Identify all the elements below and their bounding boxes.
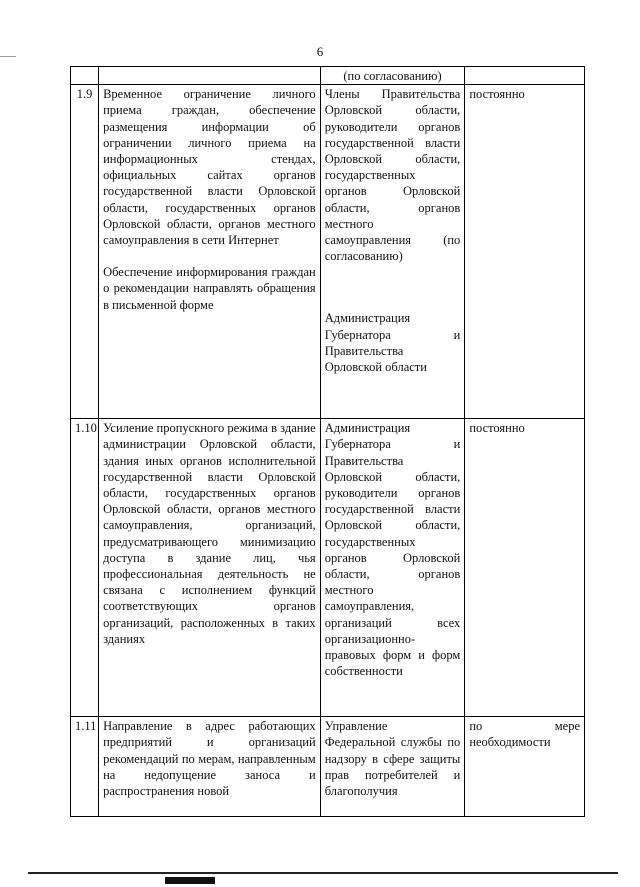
table-row-1-11 <box>71 717 585 817</box>
scan-mark <box>165 877 215 884</box>
event-paragraph: Обеспечение информирования граждан о рекомендации направлять обращения в письменной форме <box>103 265 316 312</box>
table-row-continuation <box>71 67 585 85</box>
cell-num <box>71 67 99 85</box>
bottom-rule <box>28 872 618 874</box>
cell-term: постоянно <box>465 85 585 419</box>
measures-table <box>70 66 585 817</box>
responsible-paragraph: Администрация Губернатора и Правительства Орловской области <box>324 311 461 375</box>
table-row-1-9 <box>71 85 585 419</box>
cell-event: Усиление пропускного режима в здание администрации Орловской области, здания иных органов исполнительной государственной власти Орловской области, государственных органов Орловской области, органов местного самоуправления, организаций, предусматривающего минимизацию доступа в здание лиц, чья профессиональная деятельность не связана с исполнением функций соответствующих органов организаций, расположенных в таких зданиях <box>99 419 321 717</box>
responsible-paragraph: Члены Правительства Орловской области, руководители органов государственной власти Орловской области, государственных органов Орловской области, органов местного самоуправления (по согласованию) <box>324 87 461 264</box>
cell-responsible: Управление Федеральной службы по надзору в сфере защиты прав потребителей и благополучия <box>320 717 465 817</box>
cell-num: 1.9 <box>71 85 99 419</box>
cell-event <box>99 67 321 85</box>
cell-num: 1.10 <box>71 419 99 717</box>
cell-term: постоянно <box>465 419 585 717</box>
cell-responsible: Администрация Губернатора и Правительства Орловской области, руководители органов государственной власти Орловской области, государственных органов Орловской области, органов местного самоуправления, организаций всех организационно-правовых форм и форм собственности <box>320 419 465 717</box>
cell-num: 1.11 <box>71 717 99 817</box>
cell-responsible: (по согласованию) <box>320 67 465 85</box>
table-row-1-10 <box>71 419 585 717</box>
page-number: 6 <box>316 44 324 59</box>
cell-term <box>465 67 585 85</box>
cell-event <box>99 85 321 419</box>
cell-responsible <box>320 85 465 419</box>
event-paragraph: Временное ограничение личного приема граждан, обеспечение размещения информации об ограничении личного приема на информационных стендах, официальных сайтах органов государственной власти Орловской области, государственных органов Орловской области, органов местного самоуправления в сети Интернет <box>103 87 316 248</box>
scan-margin-mark <box>0 56 16 57</box>
cell-event: Направление в адрес работающих предприятий и организаций рекомендаций по мерам, направленным на недопущение заноса и распространения новой <box>99 717 321 817</box>
cell-term: по мере необходимости <box>465 717 585 817</box>
